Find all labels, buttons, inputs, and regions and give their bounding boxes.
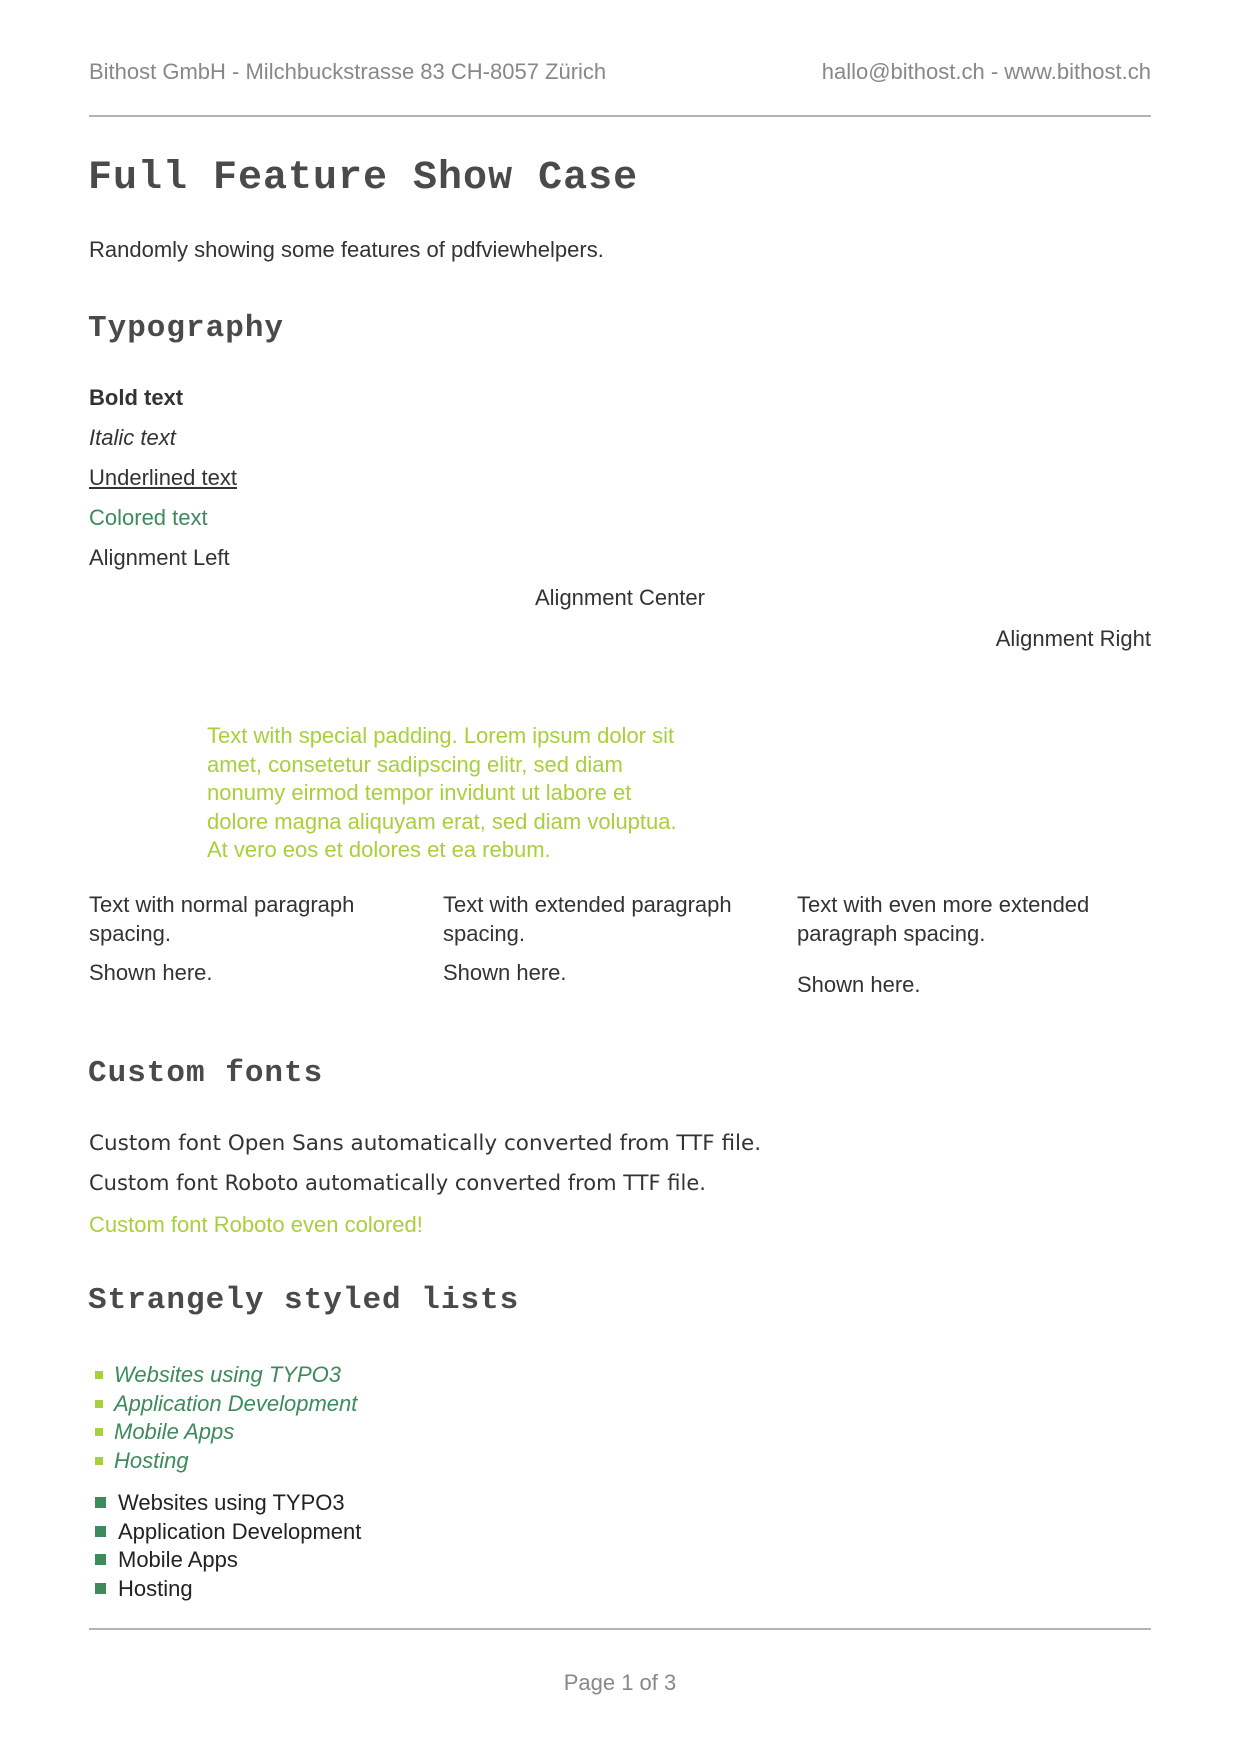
list-item: Websites using TYPO3 xyxy=(95,1489,361,1518)
column-paragraph-second: Shown here. xyxy=(89,960,213,985)
square-bullet-icon xyxy=(95,1428,103,1436)
list-item: Mobile Apps xyxy=(95,1546,361,1575)
intro-text: Randomly showing some features of pdfviewhelpers. xyxy=(89,237,604,262)
column-paragraph-second: Shown here. xyxy=(797,972,921,997)
section-heading-lists: Strangely styled lists xyxy=(88,1283,520,1318)
colored-text: Colored text xyxy=(89,505,208,530)
column-paragraph-first: Text with extended paragraph spacing. xyxy=(443,892,732,946)
list-item: Mobile Apps xyxy=(95,1418,357,1447)
square-bullet-icon xyxy=(95,1583,106,1594)
list-item: Hosting xyxy=(95,1575,361,1604)
alignment-center-text: Alignment Center xyxy=(535,585,705,610)
custom-font-open-sans-text: Custom font Open Sans automatically converted from TTF file. xyxy=(89,1131,762,1156)
styled-list-italic xyxy=(95,1361,357,1475)
list-item: Websites using TYPO3 xyxy=(95,1361,357,1390)
square-bullet-icon xyxy=(95,1526,106,1537)
padded-text: Text with special padding. Lorem ipsum dolor sit amet, consetetur sadipscing elitr, sed diam nonumy eirmod tempor invidunt ut labore et dolore magna aliquyam erat, sed diam voluptua. At vero eos et dolores et ea rebum. xyxy=(207,723,677,862)
page-title: Full Feature Show Case xyxy=(88,156,639,201)
section-heading-custom-fonts: Custom fonts xyxy=(88,1056,324,1091)
paragraph-spacing-column-extended xyxy=(443,890,763,987)
header-divider xyxy=(89,115,1151,117)
list-item: Application Development xyxy=(95,1390,357,1419)
footer-divider xyxy=(89,1628,1151,1630)
square-bullet-icon xyxy=(95,1457,103,1465)
paragraph-spacing-column-normal xyxy=(89,890,409,987)
list-item: Application Development xyxy=(95,1518,361,1547)
square-bullet-icon xyxy=(95,1554,106,1565)
alignment-left-text: Alignment Left xyxy=(89,545,230,570)
square-bullet-icon xyxy=(95,1371,103,1379)
section-heading-typography: Typography xyxy=(88,311,285,346)
alignment-right-text: Alignment Right xyxy=(995,626,1151,651)
column-paragraph-second: Shown here. xyxy=(443,960,567,985)
italic-text: Italic text xyxy=(89,425,176,450)
header-contact: hallo@bithost.ch - www.bithost.ch xyxy=(821,59,1151,84)
bold-text: Bold text xyxy=(89,385,184,410)
header-company: Bithost GmbH - Milchbuckstrasse 83 CH-8057 Zürich xyxy=(89,59,607,84)
paragraph-spacing-column-more-extended xyxy=(797,890,1137,999)
square-bullet-icon xyxy=(95,1400,103,1408)
custom-font-roboto-colored-text: Custom font Roboto even colored! xyxy=(89,1212,423,1237)
square-bullet-icon xyxy=(95,1497,106,1508)
list-item: Hosting xyxy=(95,1447,357,1476)
column-paragraph-first: Text with even more extended paragraph spacing. xyxy=(797,892,1090,946)
underlined-text: Underlined text xyxy=(89,465,237,490)
styled-list-plain xyxy=(95,1489,361,1603)
page-number: Page 1 of 3 xyxy=(563,1670,677,1695)
custom-font-roboto-text: Custom font Roboto automatically converted from TTF file. xyxy=(89,1171,706,1195)
column-paragraph-first: Text with normal paragraph spacing. xyxy=(89,892,355,946)
